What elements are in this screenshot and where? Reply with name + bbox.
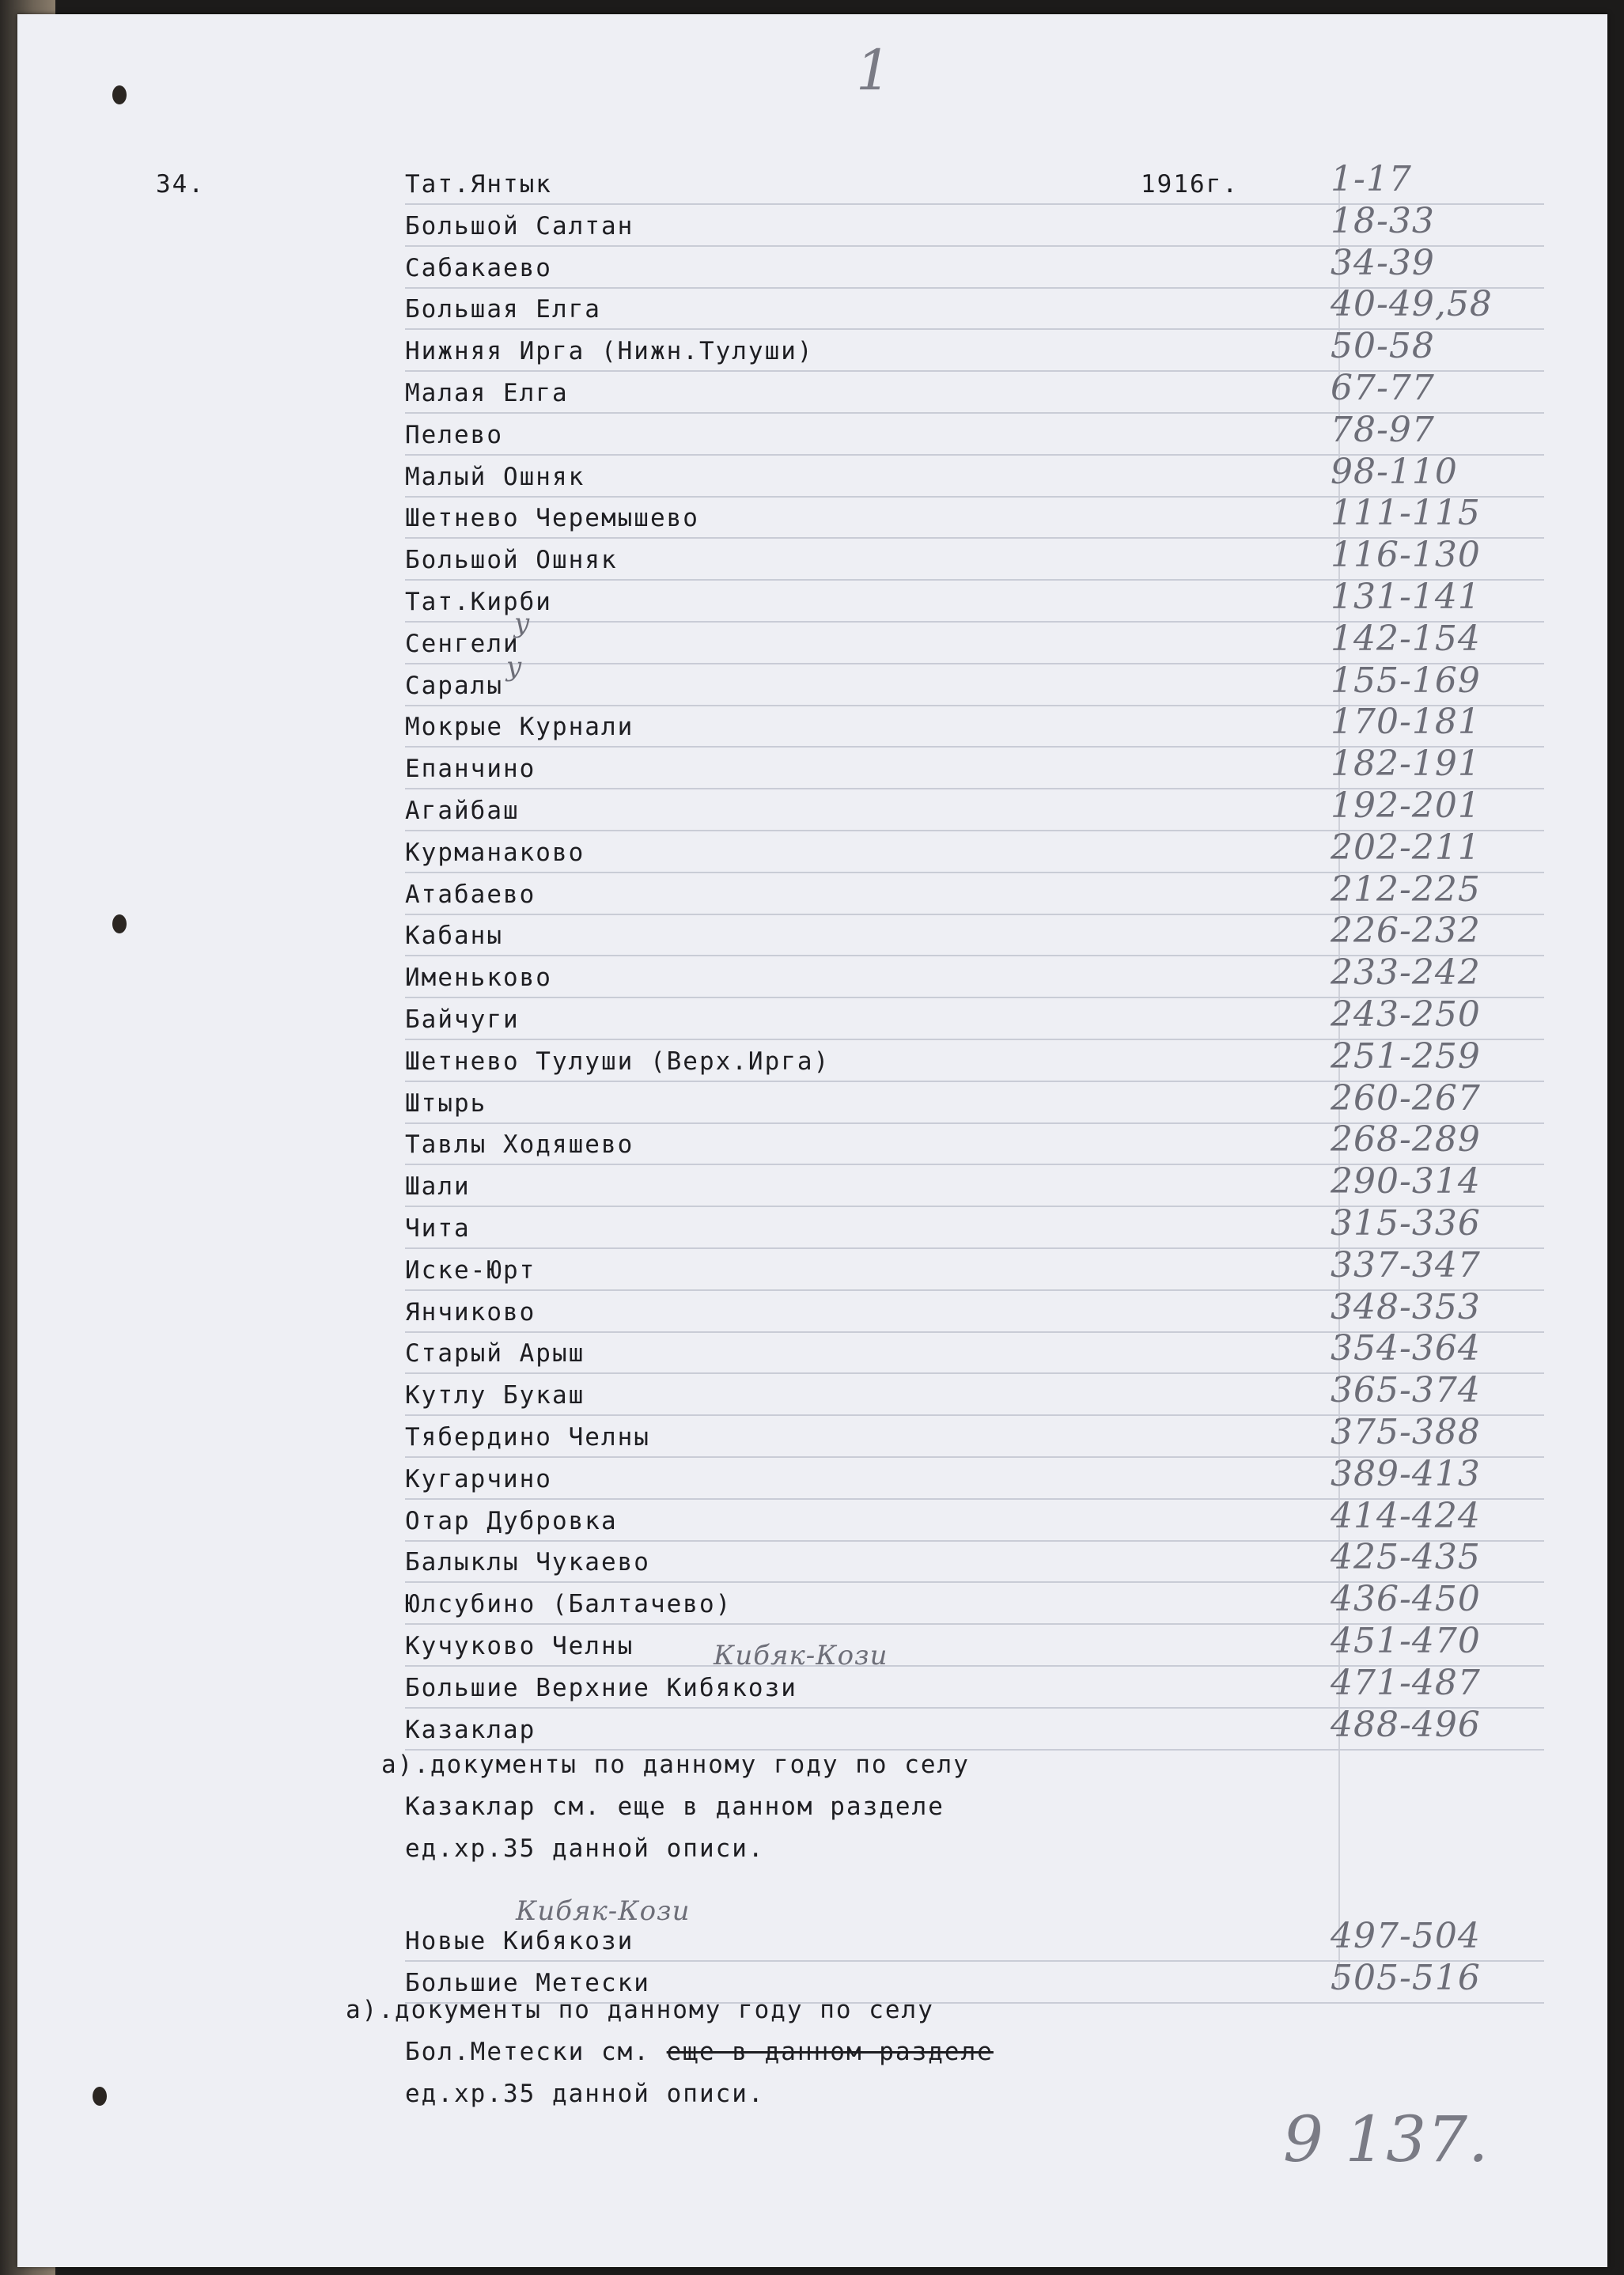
year-label: 1916г. — [1141, 170, 1239, 199]
village-name: Сабакаево — [405, 253, 552, 282]
village-name: Атабаево — [405, 880, 536, 909]
sheet-range: 451-470 — [1331, 1621, 1481, 1661]
document-page — [17, 14, 1607, 2267]
sheet-range: 488-496 — [1331, 1704, 1481, 1745]
folio-mark: 1 — [856, 38, 892, 103]
village-name: Пелево — [405, 420, 503, 449]
sheet-range: 192-201 — [1331, 785, 1481, 826]
village-name: Иске-Юрт — [405, 1255, 536, 1285]
sheet-range: 1-17 — [1331, 159, 1412, 199]
village-name: Балыклы Чукаево — [405, 1548, 650, 1577]
village-name: Кутлу Букаш — [405, 1381, 585, 1410]
note-2-line-2 — [405, 2038, 994, 2066]
village-name: Малый Ошняк — [405, 462, 585, 491]
sheet-range: 212-225 — [1331, 869, 1481, 910]
sheet-range: 436-450 — [1331, 1579, 1481, 1620]
sheet-range: 34-39 — [1331, 242, 1435, 283]
note-1-line-1: а).документы по данному году по селу — [381, 1751, 970, 1779]
village-name: Большие Метески — [405, 1968, 650, 1997]
village-name: Тат.Янтык — [405, 170, 552, 199]
village-name: Агайбаш — [405, 797, 520, 825]
sheet-range: 348-353 — [1331, 1286, 1481, 1327]
sheet-range: 497-504 — [1331, 1916, 1481, 1956]
village-name: Мокрые Курнали — [405, 713, 634, 742]
village-name: Малая Елга — [405, 379, 569, 407]
village-name: Курманаково — [405, 838, 585, 867]
handwritten-kibyak-kozi-2: Кибяк-Кози — [516, 1895, 691, 1927]
sheet-range: 471-487 — [1331, 1662, 1481, 1703]
correction-u-saraly: у — [506, 651, 523, 683]
note-1-line-3: ед.хр.35 данной описи. — [405, 1834, 765, 1863]
sheet-range: 142-154 — [1331, 618, 1481, 659]
village-name: Юлсубино (Балтачево) — [405, 1590, 733, 1619]
village-name: Епанчино — [405, 755, 536, 784]
sheet-range: 170-181 — [1331, 702, 1481, 743]
village-name: Шетнево Черемышево — [405, 504, 699, 533]
sheet-range: 365-374 — [1331, 1370, 1481, 1411]
sheet-range: 78-97 — [1331, 409, 1435, 450]
sheet-range: 226-232 — [1331, 910, 1481, 952]
sheet-range: 233-242 — [1331, 952, 1481, 994]
sheet-range: 155-169 — [1331, 660, 1481, 701]
item-number: 34. — [156, 170, 205, 199]
village-name: Кугарчино — [405, 1464, 552, 1493]
sheet-range: 131-141 — [1331, 577, 1481, 617]
village-name: Шетнево Тулуши (Верх.Ирга) — [405, 1047, 831, 1076]
village-name: Тавлы Ходяшево — [405, 1130, 634, 1160]
sheet-range: 354-364 — [1331, 1328, 1481, 1369]
sheet-range: 182-191 — [1331, 744, 1481, 785]
handwritten-kibyak-kozi: Кибяк-Кози — [714, 1640, 888, 1671]
village-name: Большой Салтан — [405, 211, 634, 240]
note-2-line-1: а).документы по данному году по селу — [346, 1996, 934, 2024]
village-name: Янчиково — [405, 1297, 536, 1327]
sheet-range: 67-77 — [1331, 368, 1435, 408]
sheet-range: 315-336 — [1331, 1203, 1481, 1243]
village-name: Тат.Кирби — [405, 588, 552, 616]
note-2-struck-text: еще в данном разделе — [666, 2038, 994, 2066]
sheet-range: 40-49,58 — [1331, 284, 1493, 325]
sheet-range: 414-424 — [1331, 1495, 1481, 1536]
sheet-range: 389-413 — [1331, 1453, 1481, 1494]
correction-u-sengeli: у — [514, 608, 531, 639]
village-name: Шали — [405, 1172, 471, 1202]
village-name: Казаклар — [405, 1715, 536, 1744]
sheet-range: 268-289 — [1331, 1119, 1481, 1160]
note-1-line-2: Казаклар см. еще в данном разделе — [405, 1792, 944, 1821]
village-name: Тябердино Челны — [405, 1423, 650, 1452]
sheet-range: 50-58 — [1331, 326, 1435, 367]
village-name: Старый Арыш — [405, 1339, 585, 1368]
punch-hole — [93, 2087, 107, 2106]
note-2-line-3: ед.хр.35 данной описи. — [405, 2080, 765, 2108]
village-name: Штырь — [405, 1088, 487, 1118]
village-name: Новые Кибякози — [405, 1927, 634, 1955]
sheet-range: 251-259 — [1331, 1035, 1481, 1077]
punch-hole — [112, 85, 127, 104]
village-name: Сенгели — [405, 629, 520, 658]
sheet-range: 202-211 — [1331, 827, 1481, 868]
village-name: Чита — [405, 1214, 471, 1243]
footer-number: 9 137. — [1283, 2103, 1490, 2176]
sheet-range: 243-250 — [1331, 994, 1481, 1035]
sheet-range: 111-115 — [1331, 493, 1481, 534]
sheet-range: 425-435 — [1331, 1537, 1481, 1578]
sheet-range: 98-110 — [1331, 451, 1458, 492]
village-name: Именьково — [405, 963, 552, 993]
note-2-line-2-text: Бол.Метески см. — [405, 2038, 650, 2066]
village-name: Байчуги — [405, 1005, 520, 1034]
sheet-range: 260-267 — [1331, 1077, 1481, 1119]
punch-hole — [112, 914, 127, 933]
village-name: Саралы — [405, 671, 503, 700]
sheet-range: 116-130 — [1331, 535, 1481, 576]
village-name: Нижняя Ирга (Нижн.Тулуши) — [405, 337, 814, 366]
sheet-range: 337-347 — [1331, 1244, 1481, 1285]
sheet-range: 505-516 — [1331, 1957, 1481, 1998]
village-name: Большие Верхние Кибякози — [405, 1673, 797, 1702]
village-name: Большая Елга — [405, 295, 601, 324]
village-name: Отар Дубровка — [405, 1506, 618, 1535]
sheet-range: 290-314 — [1331, 1161, 1481, 1202]
village-name: Кабаны — [405, 922, 503, 951]
village-name: Большой Ошняк — [405, 546, 618, 575]
sheet-range: 375-388 — [1331, 1412, 1481, 1452]
village-name: Кучуково Челны — [405, 1632, 634, 1660]
sheet-range: 18-33 — [1331, 200, 1435, 241]
